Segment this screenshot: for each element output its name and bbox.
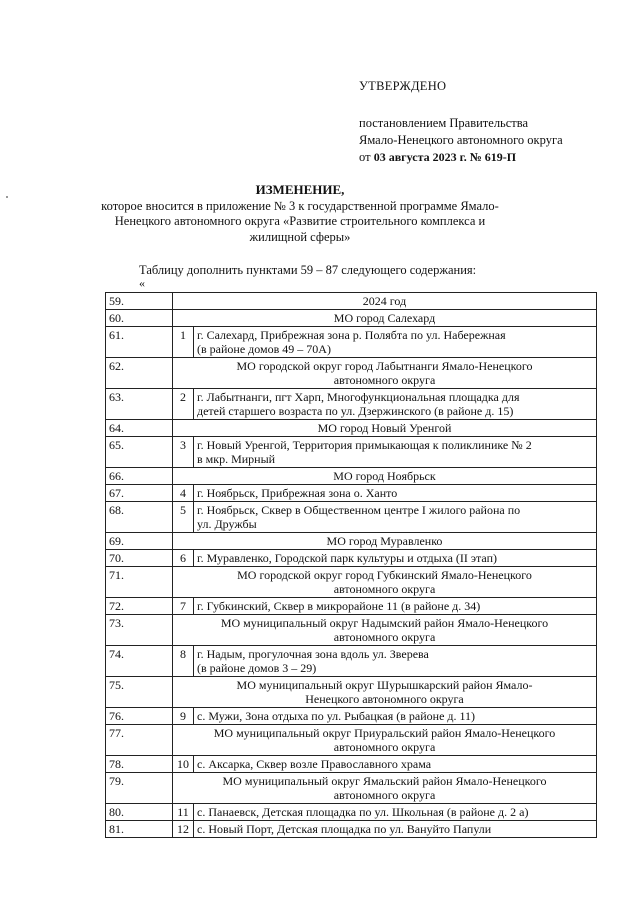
item-description: г. Ноябрьск, Прибрежная зона о. Ханто: [197, 486, 398, 500]
heading-line-2: Ненецкого автономного округа «Развитие строительного комплекса и: [114, 214, 486, 228]
row-number: 68.: [106, 502, 173, 533]
table-row: [106, 437, 597, 468]
row-number: 74.: [106, 646, 173, 677]
item-description-cell: [194, 598, 597, 615]
row-number: 60.: [106, 310, 173, 327]
section-header-text: МО муниципальный округ Шурышкарский район Ямало-: [236, 678, 533, 692]
item-index: 3: [173, 437, 194, 468]
item-description: г. Новый Уренгой, Территория примыкающая к поликлинике № 2: [197, 438, 532, 452]
item-description-line-2: в мкр. Мирный: [197, 452, 276, 466]
section-header-text-line-2: автономного округа: [333, 373, 436, 387]
item-description-cell: [194, 502, 597, 533]
section-header-cell: [173, 293, 597, 310]
item-description-cell: [194, 389, 597, 420]
section-header-cell: [173, 677, 597, 708]
section-header-text: МО город Ноябрьск: [333, 469, 436, 483]
approval-date-line: [359, 149, 563, 166]
opening-quote-mark: «: [139, 276, 145, 290]
item-description-cell: [194, 804, 597, 821]
row-number: 75.: [106, 677, 173, 708]
section-header-cell: [173, 420, 597, 437]
row-number: 66.: [106, 468, 173, 485]
item-description-cell: [194, 821, 597, 838]
section-header-text: МО муниципальный округ Ямальский район Ямало-Ненецкого: [222, 774, 547, 788]
item-index: 9: [173, 708, 194, 725]
table-row: [106, 502, 597, 533]
row-number: 81.: [106, 821, 173, 838]
section-header-text-line-2: автономного округа: [333, 582, 436, 596]
item-index: 4: [173, 485, 194, 502]
section-header-text-line-2: Ненецкого автономного округа: [305, 692, 464, 706]
item-description-line-2: детей старшего возраста по ул. Дзержинского (в районе д. 15): [197, 404, 514, 418]
table-row: [106, 677, 597, 708]
item-description: с. Мужи, Зона отдыха по ул. Рыбацкая (в районе д. 11): [197, 709, 476, 723]
section-header-text: 2024 год: [362, 294, 407, 308]
item-index: 12: [173, 821, 194, 838]
item-description: г. Ноябрьск, Сквер в Общественном центре I жилого района по: [197, 503, 521, 517]
table-row: [106, 725, 597, 756]
table-row: [106, 773, 597, 804]
row-number: 76.: [106, 708, 173, 725]
item-index: 7: [173, 598, 194, 615]
section-header-cell: [173, 615, 597, 646]
row-number: 73.: [106, 615, 173, 646]
item-description-cell: [194, 756, 597, 773]
intro-text: Таблицу дополнить пунктами 59 – 87 следующего содержания:: [139, 263, 477, 277]
item-index: 8: [173, 646, 194, 677]
section-header-text-line-2: автономного округа: [333, 740, 436, 754]
item-index: 5: [173, 502, 194, 533]
table-row: [106, 420, 597, 437]
table-row: [106, 708, 597, 725]
section-header-text: МО муниципальный округ Надымский район Ямало-Ненецкого: [220, 616, 549, 630]
section-header-text: МО город Салехард: [333, 311, 436, 325]
table-row: [106, 567, 597, 598]
table-row: [106, 550, 597, 567]
row-number: 69.: [106, 533, 173, 550]
table-row: [106, 598, 597, 615]
table-row: [106, 821, 597, 838]
table-row: [106, 646, 597, 677]
section-header-text: МО город Новый Уренгой: [317, 421, 452, 435]
table-row: [106, 327, 597, 358]
item-description: с. Аксарка, Сквер возле Православного храма: [197, 757, 432, 771]
item-description: г. Салехард, Прибрежная зона р. Полябта по ул. Набережная: [197, 328, 506, 342]
table-row: [106, 756, 597, 773]
row-number: 64.: [106, 420, 173, 437]
section-header-text: МО город Муравленко: [326, 534, 443, 548]
item-index: 11: [173, 804, 194, 821]
item-description-cell: [194, 485, 597, 502]
row-number: 78.: [106, 756, 173, 773]
item-description-line-2: ул. Дружбы: [197, 517, 257, 531]
item-description-cell: [194, 646, 597, 677]
document-title: ИЗМЕНЕНИЕ,: [255, 182, 345, 197]
decree-date-number: 03 августа 2023 г. № 619-П: [373, 150, 517, 164]
row-number: 63.: [106, 389, 173, 420]
section-header-text: МО муниципальный округ Приуральский район Ямало-Ненецкого: [213, 726, 556, 740]
item-description-cell: [194, 327, 597, 358]
item-description-cell: [194, 708, 597, 725]
heading-line-3: жилищной сферы»: [249, 229, 351, 244]
table-row: [106, 310, 597, 327]
section-header-cell: [173, 358, 597, 389]
section-header-cell: [173, 533, 597, 550]
date-prefix: от: [359, 150, 371, 164]
row-number: 65.: [106, 437, 173, 468]
approved-label: УТВЕРЖДЕНО: [359, 79, 447, 93]
item-description: г. Муравленко, Городской парк культуры и отдыха (II этап): [197, 551, 498, 565]
heading-line-1: которое вносится в приложение № 3 к государственной программе Ямало-: [101, 198, 499, 213]
approval-block: [359, 78, 563, 166]
item-index: 1: [173, 327, 194, 358]
table-row: [106, 468, 597, 485]
table-row: [106, 485, 597, 502]
row-number: 59.: [106, 293, 173, 310]
section-header-cell: [173, 773, 597, 804]
section-header-text: МО городской округ город Губкинский Ямало-Ненецкого: [237, 568, 532, 582]
item-description-cell: [194, 550, 597, 567]
table-row: [106, 804, 597, 821]
item-description: г. Лабытнанги, пгт Харп, Многофункциональная площадка для: [197, 390, 520, 404]
section-header-cell: [173, 725, 597, 756]
item-description: с. Панаевск, Детская площадка по ул. Школьная (в районе д. 2 а): [197, 805, 529, 819]
table-row: [106, 533, 597, 550]
item-description-cell: [194, 437, 597, 468]
item-description: г. Губкинский, Сквер в микрорайоне 11 (в районе д. 34): [197, 599, 481, 613]
table-row: [106, 358, 597, 389]
item-description: с. Новый Порт, Детская площадка по ул. Вануйто Папули: [197, 822, 492, 836]
row-number: 61.: [106, 327, 173, 358]
item-index: 2: [173, 389, 194, 420]
table-row: [106, 389, 597, 420]
section-header-text-line-2: автономного округа: [333, 788, 436, 802]
table-row: [106, 293, 597, 310]
item-index: 10: [173, 756, 194, 773]
row-number: 67.: [106, 485, 173, 502]
section-header-cell: [173, 468, 597, 485]
item-index: 6: [173, 550, 194, 567]
row-number: 71.: [106, 567, 173, 598]
item-description-line-2: (в районе домов 49 – 70А): [197, 342, 331, 356]
row-number: 80.: [106, 804, 173, 821]
row-number: 72.: [106, 598, 173, 615]
item-description-line-2: (в районе домов 3 – 29): [197, 661, 317, 675]
items-table: [105, 292, 597, 838]
table-row: [106, 615, 597, 646]
section-header-cell: [173, 310, 597, 327]
item-description: г. Надым, прогулочная зона вдоль ул. Зверева: [197, 647, 429, 661]
margin-mark: [6, 196, 8, 198]
row-number: 77.: [106, 725, 173, 756]
approval-line-2: Ямало-Ненецкого автономного округа: [359, 133, 563, 147]
approval-line-1: постановлением Правительства: [359, 116, 529, 130]
row-number: 62.: [106, 358, 173, 389]
section-header-text: МО городской округ город Лабытнанги Ямало-Ненецкого: [236, 359, 533, 373]
section-header-cell: [173, 567, 597, 598]
items-table-body: [106, 293, 597, 838]
section-header-text-line-2: автономного округа: [333, 630, 436, 644]
row-number: 79.: [106, 773, 173, 804]
document-heading: [100, 182, 500, 245]
row-number: 70.: [106, 550, 173, 567]
